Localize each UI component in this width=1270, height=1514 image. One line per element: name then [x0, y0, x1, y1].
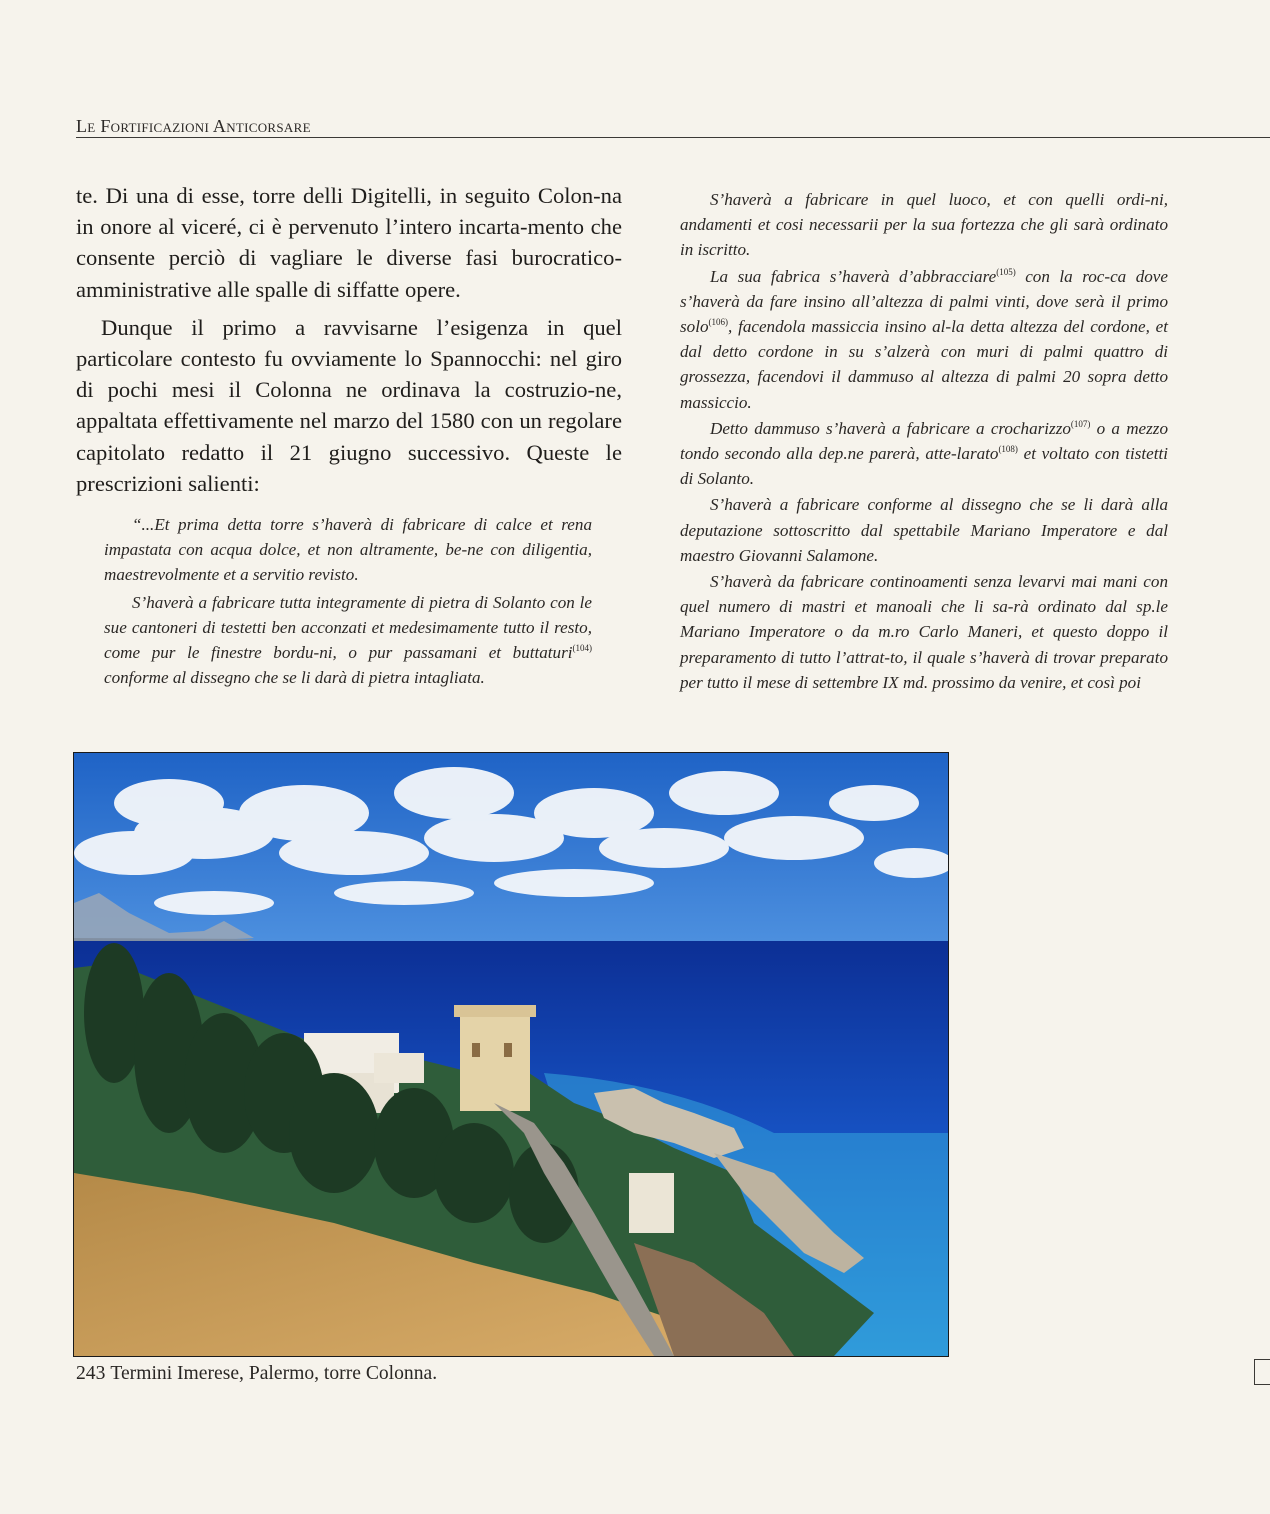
figure-number: 243	[76, 1363, 106, 1384]
coastal-tower-photo	[73, 752, 949, 1357]
footnote-ref-105: (105)	[996, 266, 1016, 277]
left-column	[76, 180, 622, 499]
left-paragraph-1: te. Di una di esse, torre delli Digitelli, in seguito Colon-na in onore al viceré, ci è pervenuto l’intero incarta-mento che consente perciò di vagliare le diverse fasi burocratico-amministrative alle spalle di siffatte opere.	[76, 183, 622, 302]
quote-text-cont: conforme al dissegno che se li darà di pietra intagliata.	[104, 668, 485, 688]
right-paragraph-4: S’haverà a fabricare conforme al dissegno che se li darà alla deputazione sottoscritto dal spettabile Mariano Imperatore e dal maestro Giovanni Salamone.	[680, 495, 1168, 565]
header-rule	[76, 137, 1270, 138]
footnote-ref-107: (107)	[1070, 418, 1091, 429]
right-paragraph-3	[680, 416, 1168, 492]
quoted-specifications	[104, 512, 592, 690]
left-paragraph-2: Dunque il primo a ravvisarne l’esigenza in quel particolare contesto fu ovviamente lo Spannocchi: nel giro di pochi mesi il Colonna ne ordinava la costruzio-ne, appaltata effettivamente nel marzo del 1580 con un regolare capitolato redatto il 21 giugno successivo. Queste le prescrizioni salienti:	[76, 314, 622, 496]
right-paragraph-2	[680, 264, 1168, 415]
right-paragraph-1: S’haverà a fabricare in quel luoco, et con quelli ordi-ni, andamenti et cosi necessarii per la sua fortezza che gli sarà ordinato in iscritto.	[680, 190, 1168, 260]
right-column	[680, 187, 1168, 695]
running-head: Le Fortificazioni Anticorsare	[76, 116, 311, 136]
quote-paragraph-2	[104, 590, 592, 691]
footnote-ref-106: (106)	[708, 317, 728, 328]
page-edge-mark	[1254, 1359, 1270, 1385]
right-text: , facendola massiccia insino al-la detta altezza del cordone, et dal detto cordone in su s’alzerà con muri di palmi quattro di grossezza, facendovi il dammuso al altezza di palmi 20 sopra detto massiccio.	[680, 317, 1168, 412]
right-paragraph-5: S’haverà da fabricare continoamenti senza levarvi mai mani con quel numero di mastri et manoali che li sa-rà ordinato dal sp.le Mariano Imperatore o da m.ro Carlo Maneri, et questo doppo il preparamento di tutto l’attrat-to, il quale s’haverà di trovar preparato per tutto il mese di settembre IX md. prossimo da venire, et così poi	[680, 572, 1168, 692]
quote-text: S’haverà a fabricare tutta integramente di pietra di Solanto con le sue cantoneri di testetti ben acconzati et medesimamente tutto il resto, come pur le finestre bordu-ni, o pur passamani et buttaturi	[104, 592, 592, 663]
photo-illustration	[74, 753, 948, 1356]
footnote-ref-104: (104)	[572, 643, 592, 654]
right-text: con la roc-ca dove s’haverà da fare insino all’altezza di palmi vinti, dove serà il primo solo	[680, 266, 1168, 337]
right-text: o a mezzo tondo secondo alla dep.ne parerà, atte-larato	[680, 418, 1168, 464]
figure-caption-text: Termini Imerese, Palermo, torre Colonna.	[110, 1363, 438, 1384]
figure-caption	[76, 1363, 437, 1385]
footnote-ref-108: (108)	[998, 444, 1018, 455]
right-text: et voltato con tistetti di Solanto.	[680, 444, 1168, 489]
quote-paragraph-1: “...Et prima detta torre s’haverà di fabricare di calce et rena impastata con acqua dolce, et non altramente, be-ne con diligentia, maestrevolmente et a servitio revisto.	[104, 515, 592, 585]
right-text: La sua fabrica s’haverà d’abbracciare	[710, 266, 997, 286]
right-text: Detto dammuso s’haverà a fabricare a crocharizzo	[710, 418, 1071, 438]
